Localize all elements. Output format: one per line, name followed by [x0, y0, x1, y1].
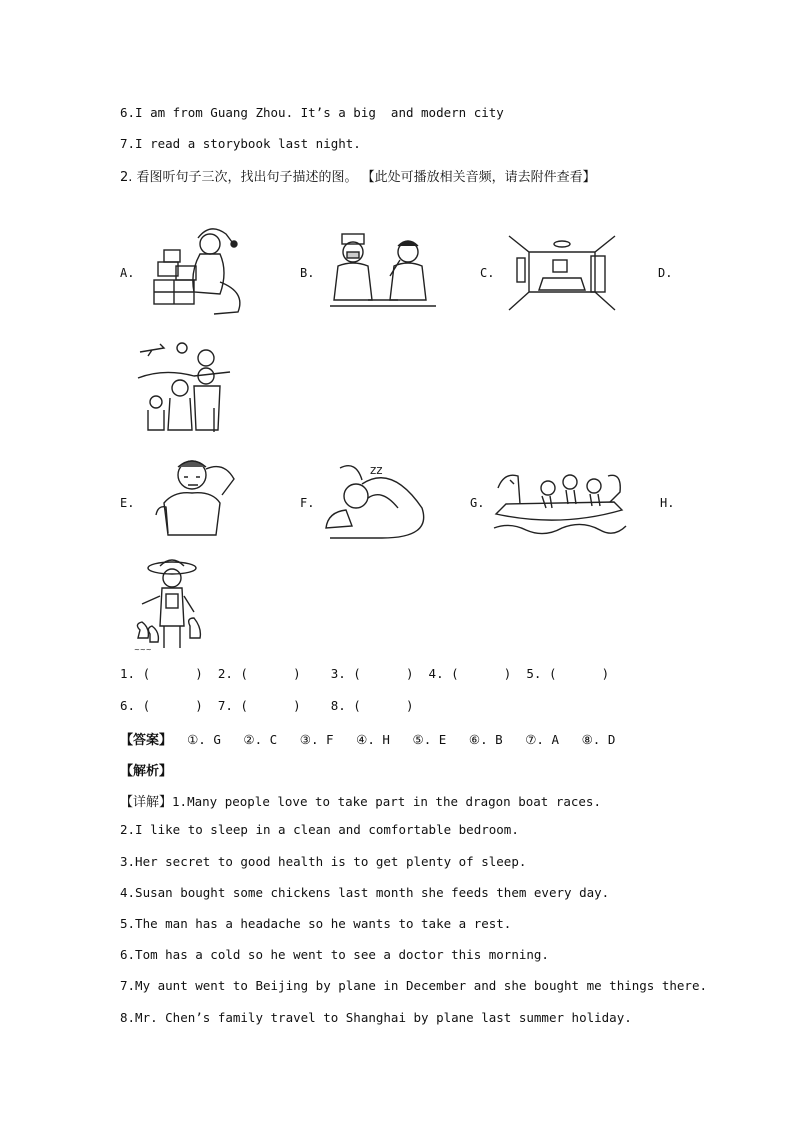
answer-line [120, 729, 615, 748]
detail-sentence-4: 4.Susan bought some chickens last month she feeds them every day. [120, 885, 610, 900]
label-g: G. [470, 496, 485, 510]
detail-sentence-3: 3.Her secret to good health is to get plenty of sleep. [120, 854, 527, 869]
label-f: F. [300, 496, 315, 510]
answer-heading: 【答案】 [120, 733, 173, 748]
sentence-7: 7.I read a storybook last night. [120, 136, 361, 151]
picture-g-dragon-boat-race [490, 458, 630, 542]
detail-line-1 [120, 791, 601, 810]
detail-sentence-8: 8.Mr. Chen’s family travel to Shanghai by plane last summer holiday. [120, 1010, 632, 1025]
svg-text:zz: zz [370, 463, 383, 477]
detail-heading: 【详解】 [120, 795, 173, 810]
picture-b-doctor-and-patient [328, 230, 438, 316]
analysis-heading: 【解析】 [120, 764, 173, 779]
label-e: E. [120, 496, 135, 510]
sentence-6: 6.I am from Guang Zhou. It’s a big and modern city [120, 105, 504, 120]
answer-blanks-row-2: 6. ( ) 7. ( ) 8. ( ) [120, 698, 414, 713]
label-d: D. [658, 266, 673, 280]
detail-sentence-5: 5.The man has a headache so he wants to take a rest. [120, 916, 512, 931]
detail-sentence-1: 1.Many people love to take part in the dragon boat races. [172, 794, 601, 809]
question-2-instruction: 2. 看图听句子三次，找出句子描述的图。 【此处可播放相关音频，请去附件查看】 [120, 170, 596, 185]
detail-sentence-6: 6.Tom has a cold so he went to see a doctor this morning. [120, 947, 549, 962]
label-c: C. [480, 266, 495, 280]
label-h: H. [660, 496, 675, 510]
picture-d-family-travel-by-plane [134, 340, 234, 436]
svg-text:~~~: ~~~ [134, 646, 152, 654]
label-b: B. [300, 266, 315, 280]
detail-sentence-7: 7.My aunt went to Beijing by plane in December and she bought me things there. [120, 978, 707, 993]
picture-e-man-with-headache [154, 455, 238, 537]
picture-f-sleeping [322, 458, 434, 544]
answer-blanks-row-1: 1. ( ) 2. ( ) 3. ( ) 4. ( ) 5. ( ) [120, 666, 610, 681]
detail-sentence-2: 2.I like to sleep in a clean and comfortable bedroom. [120, 822, 519, 837]
picture-h-girl-feeding-chickens [130, 556, 214, 654]
picture-c-bedroom [507, 234, 617, 312]
label-a: A. [120, 266, 135, 280]
answer-items: ①. G ②. C ③. F ④. H ⑤. E ⑥. B ⑦. A ⑧. D [172, 732, 616, 747]
picture-a-woman-with-gifts [150, 222, 248, 320]
